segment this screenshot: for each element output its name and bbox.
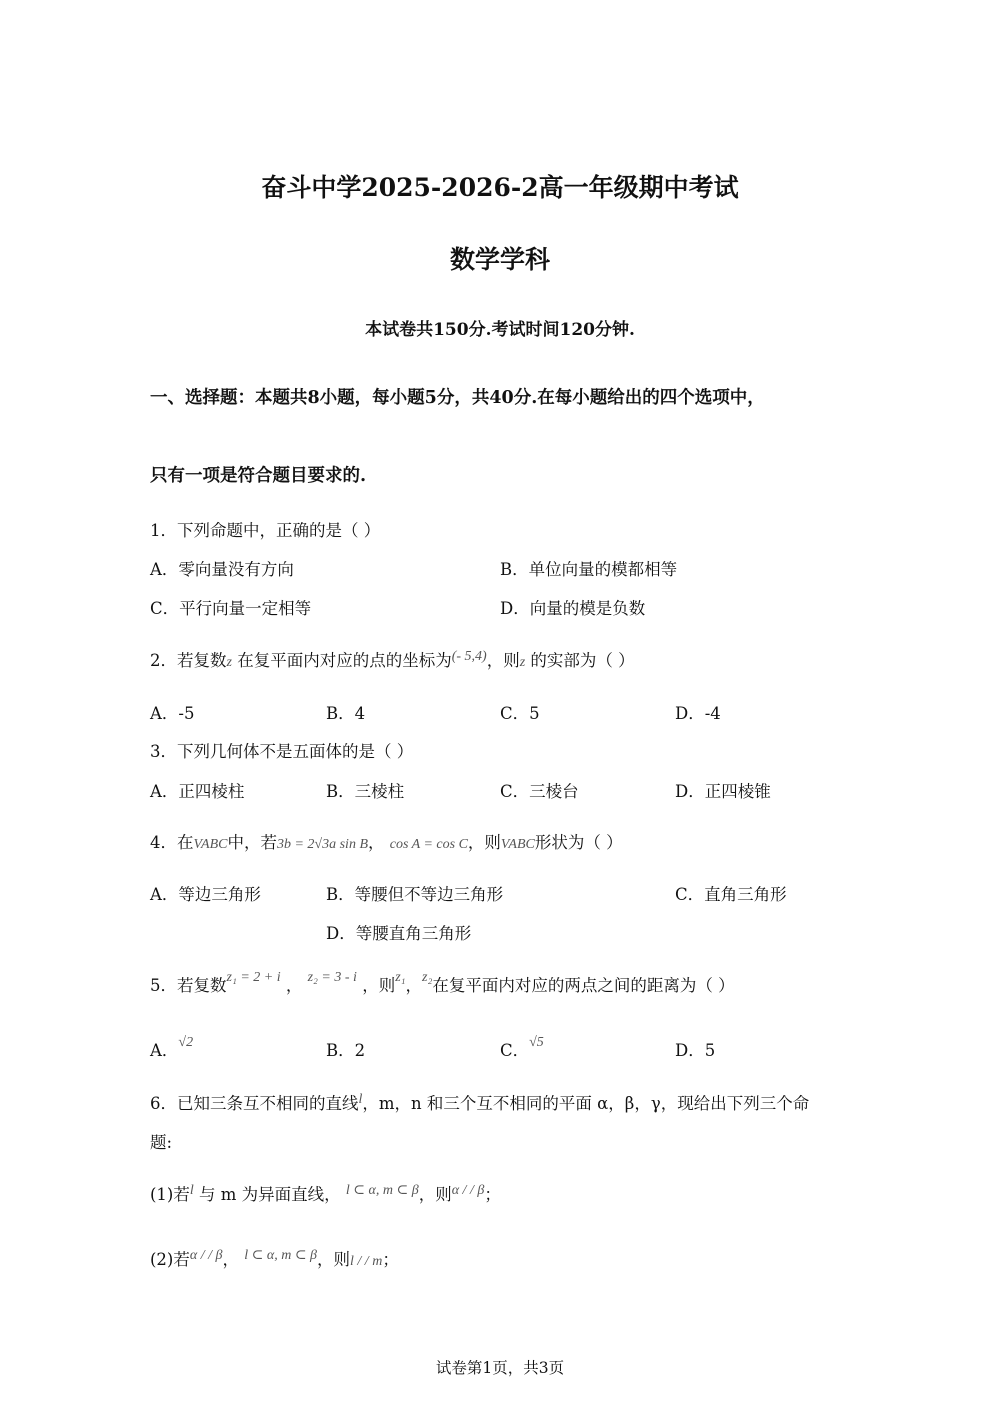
q2-text-4: 的实部为（ ） [530,651,635,670]
q4-stem [150,829,623,853]
q4-option-a: A．等边三角形 [150,885,261,904]
subject-title: 数学学科 [449,245,550,274]
q1-option-a: A．零向量没有方向 [150,560,294,579]
page-footer: 试卷第1页，共3页 [435,1359,565,1377]
q6-s1-text-1: (1)若 [150,1185,190,1204]
q6-s1-eq: l ⊂ α, m ⊂ β [345,1183,419,1198]
q6-s2-text-1: (2)若 [150,1250,190,1269]
q5-option-b: B．2 [326,1041,366,1060]
q4-text-5: 形状为（ ） [534,833,623,852]
q5-z2: z₂ [422,970,433,985]
exam-info: 本试卷共150分.考试时间120分钟. [365,320,635,340]
q5-option-a-label: A． [150,1041,179,1060]
q6-s2-eq1: α / / β [189,1248,223,1263]
exam-title: 奋斗中学2025-2026-2高一年级期中考试 [261,173,739,202]
q5-option-a-value: √2 [178,1035,194,1050]
q4-text-1: 4．在 [150,833,194,852]
q6-text-2: ，m，n 和三个互不相同的平面 α，β，γ，现给出下列三个命 [362,1094,810,1113]
q4-option-b: B．等腰但不等边三角形 [326,885,504,904]
q6-stem-line2: 题: [150,1133,173,1152]
q2-var-z-2: z [519,655,526,670]
q3-option-d: D．正四棱锥 [675,782,771,801]
q1-option-d: D．向量的模是负数 [500,599,646,618]
q2-text-2: 在复平面内对应的点的坐标为 [237,651,452,670]
q6-statement-1 [150,1181,501,1205]
q5-text-1: 5．若复数 [150,976,227,995]
q2-point: (- 5,4) [451,649,487,664]
q4-equation-1: 3b = 2√3a sin B [276,837,368,852]
q2-option-c: C．5 [500,704,540,723]
q6-s2-eq2: l ⊂ α, m ⊂ β [244,1248,318,1263]
q6-s1-end: ； [484,1185,501,1204]
q6-line-l: l [358,1092,363,1107]
q2-option-d: D．-4 [675,704,721,723]
q2-var-z: z [226,655,232,670]
q1-option-b: B．单位向量的模都相等 [500,560,678,579]
q4-text-3: ， [368,833,385,852]
q2-option-a: A．-5 [150,704,195,723]
q6-s1-result: α / / β [451,1183,485,1198]
q5-sep: ， [285,976,303,995]
q2-option-b: B．4 [326,704,366,723]
q4-equation-2: cos A = cos C [389,837,468,852]
q5-option-c-value: √5 [529,1035,544,1050]
q3-option-a: A．正四棱柱 [150,782,245,801]
q6-s2-end: ； [382,1250,399,1269]
q6-stem-line1 [150,1090,809,1114]
q6-s2-text-3: ，则 [317,1250,351,1269]
q4-text-4: ，则 [467,833,501,852]
q6-s2-result: l / / m [350,1254,383,1269]
q5-sep-2: ， [405,976,423,995]
q2-stem [150,647,635,671]
q5-text-2: ，则 [362,976,396,995]
q2-text-1: 2．若复数 [150,651,227,670]
q5-option-a [150,1037,193,1061]
section-heading-line2: 只有一项是符合题目要求的. [150,466,367,486]
q5-option-c-label: C． [500,1041,530,1060]
q5-stem [150,972,735,996]
q6-text-1: 6．已知三条互不相同的直线 [150,1094,359,1113]
q4-triangle-2: VABC [500,837,535,852]
q2-text-3: ，则 [486,651,520,670]
q4-text-2: 中，若 [227,833,277,852]
q6-s1-text-3: ，则 [418,1185,452,1204]
q5-z1: z₁ [395,970,406,985]
q4-option-c: C．直角三角形 [675,885,787,904]
q6-s2-text-2: ， [222,1250,239,1269]
q4-option-d: D．等腰直角三角形 [326,924,472,943]
q5-text-3: 在复平面内对应的两点之间的距离为（ ） [432,976,735,995]
q1-stem: 1．下列命题中，正确的是（ ） [150,521,381,540]
q3-option-b: B．三棱柱 [326,782,405,801]
q5-option-d: D．5 [675,1041,716,1060]
q3-option-c: C．三棱台 [500,782,579,801]
q6-s1-text-2: 与 m 为异面直线， [199,1185,341,1204]
q1-option-c: C．平行向量一定相等 [150,599,312,618]
section-heading-line1: 一、选择题：本题共8小题，每小题5分，共40分.在每小题给出的四个选项中， [150,388,765,408]
q5-z2-eq: z₂ = 3 - i [307,970,357,985]
q3-stem: 3．下列几何体不是五面体的是（ ） [150,742,414,761]
q5-z1-eq: z₁ = 2 + i [226,970,281,985]
q4-triangle: VABC [193,837,228,852]
q6-s1-l: l [189,1183,194,1198]
q6-statement-2 [150,1246,399,1270]
q5-option-c [500,1037,544,1061]
